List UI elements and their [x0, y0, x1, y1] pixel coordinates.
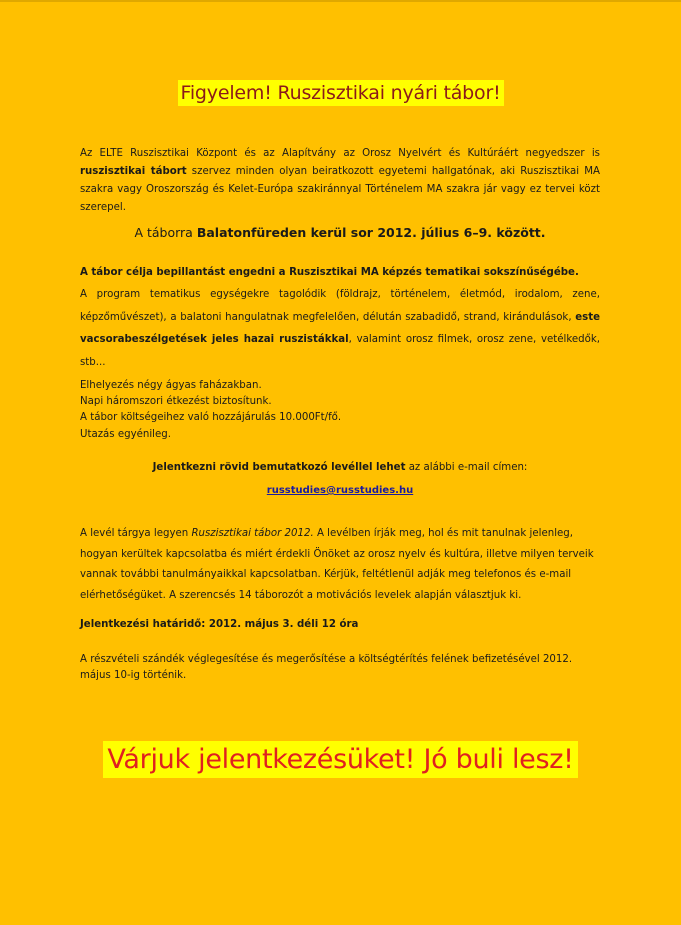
program-text-2: , valamint orosz filmek, orosz zene, vetélkedők, stb...	[80, 334, 601, 368]
intro-text-2: szervez minden olyan beiratkozott egyetemi hallgatónak, aki Ruszisztikai MA szakra vagy Oroszország és Kelet-Európa szakiránnyal Történelem MA szakra jár vagy ez tervei közt szerepel.	[80, 166, 600, 213]
closing-block	[0, 744, 681, 775]
program-paragraph	[80, 284, 600, 374]
intro-bold: ruszisztikai tábort	[80, 166, 187, 177]
goal-text: A tábor célja bepillantást engedni a Ruszisztikai MA képzés tematikai sokszínűségébe.	[80, 267, 579, 278]
info-list	[80, 378, 341, 443]
date-line-text: A táborra	[134, 225, 197, 240]
letter-text-2: A levélben írják meg, hol és mit tanulnak jelenleg, hogyan kerültek kapcsolatba és miért érdekli Önöket az orosz nyelv és kultúra, illetve milyen terveik vannak további tanulmányaikkal kapcsolatban. Kérjük, feltétlenül adják meg telefonos és e-mail elérhetőségüket. A szerencsés 14 táborozót a motivációs levelek alapján választjuk ki.	[80, 528, 594, 601]
apply-text: az alábbi e-mail címen:	[405, 462, 528, 473]
email-line	[80, 485, 600, 496]
goal-line	[80, 264, 579, 282]
letter-paragraph	[80, 524, 600, 606]
deadline-line	[80, 619, 358, 630]
info-line: A tábor költségeihez való hozzájárulás 10.000Ft/fő.	[80, 412, 342, 424]
date-line	[80, 225, 600, 240]
date-line-bold: Balatonfüreden kerül sor 2012. július 6–9. között.	[196, 225, 546, 240]
apply-line	[80, 462, 600, 473]
letter-subject: Ruszisztikai tábor 2012.	[191, 528, 314, 539]
closing-title: Várjuk jelentkezésüket! Jó buli lesz!	[103, 741, 577, 778]
finalize-paragraph: A részvételi szándék véglegesítése és megerősítése a költségtérítés felének befizetésével 2012. május 10-ig történik.	[80, 654, 573, 681]
intro-paragraph	[80, 145, 600, 217]
info-line: Utazás egyénileg.	[80, 428, 171, 440]
page-top-border	[0, 0, 681, 2]
page-title: Figyelem! Ruszisztikai nyári tábor!	[178, 80, 504, 106]
info-line: Elhelyezés négy ágyas faházakban.	[80, 380, 262, 391]
intro-text-1: Az ELTE Ruszisztikai Központ és az Alapítvány az Orosz Nyelvért és Kultúráért negyedszer is	[80, 148, 600, 159]
apply-bold: Jelentkezni rövid bemutatkozó levéllel lehet	[152, 462, 406, 473]
program-bold: este vacsorabeszélgetések jeles hazai ruszistákkal	[80, 311, 600, 345]
deadline-text: Jelentkezési határidő: 2012. május 3. déli 12 óra	[80, 619, 359, 630]
letter-text-1: A levél tárgya legyen	[80, 528, 192, 539]
info-line: Napi háromszori étkezést biztosítunk.	[80, 396, 272, 408]
header-title-block	[0, 82, 681, 104]
email-link[interactable]: russtudies@russtudies.hu	[266, 485, 414, 496]
program-text-1: A program tematikus egységekre tagolódik (földrajz, történelem, életmód, irodalom, zene, képzőművészet), a balatoni hangulatnak megfelelően, délután szabadidő, strand, kirándulások,	[80, 289, 600, 323]
